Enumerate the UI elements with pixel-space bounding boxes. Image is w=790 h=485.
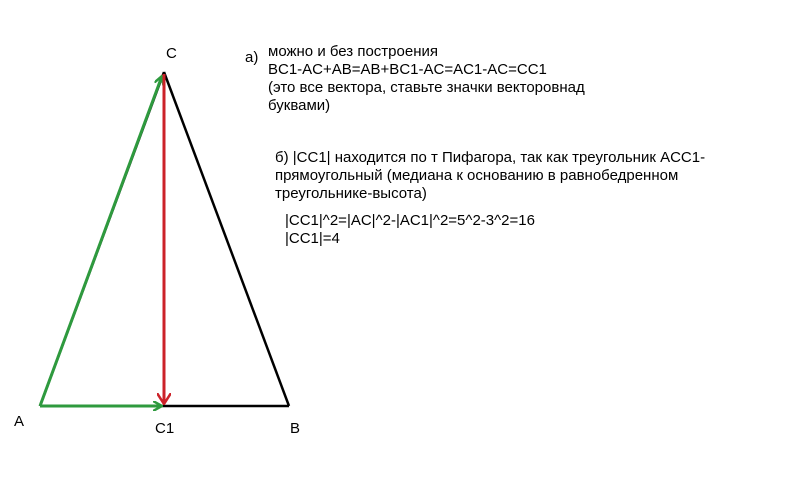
part-a-line-1: можно и без построения [268, 43, 438, 60]
formula-line-2: |CC1|=4 [285, 230, 340, 247]
vector-AC [40, 76, 162, 406]
part-b-line-1: б) |CC1| находится по т Пифагора, так как треугольник ACC1- [275, 149, 706, 166]
part-a-line-4: буквами) [268, 97, 331, 114]
formula-line-1: |CC1|^2=|AC|^2-|AC1|^2=5^2-3^2=16 [285, 212, 535, 229]
part-a-line-3: (это все вектора, ставьте значки векторовнад [268, 79, 585, 96]
part-a-line-2: BC1-AC+AB=AB+BC1-AC=AC1-AC=CC1 [268, 61, 547, 78]
side-CB [164, 72, 289, 406]
point-label-B: B [290, 420, 301, 437]
point-label-A: A [14, 413, 25, 430]
part-b-line-3: треугольнике-высота) [275, 185, 427, 202]
point-label-C1: C1 [155, 420, 175, 437]
part-b-line-2: прямоугольный (медиана к основанию в равнобедренном [275, 167, 679, 184]
part-a-marker: а) [245, 49, 259, 66]
point-label-C: C [166, 45, 177, 62]
